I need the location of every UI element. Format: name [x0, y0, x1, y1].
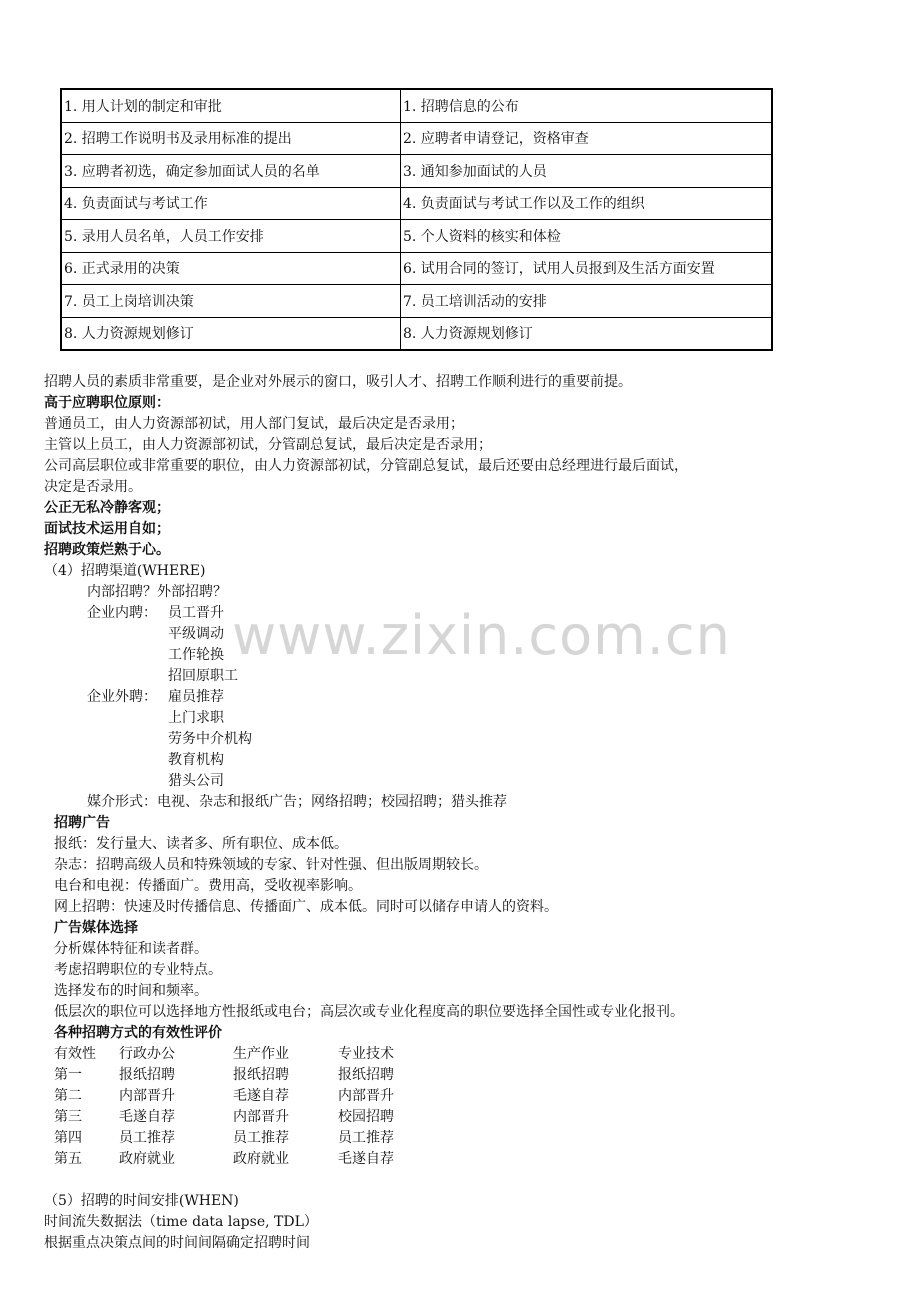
effectiveness-cell: 政府就业 [119, 1151, 175, 1167]
ad-line: 报纸：发行量大、读者多、所有职位、成本低。 [54, 836, 348, 852]
media-forms: 媒介形式：电视、杂志和报纸广告；网络招聘；校园招聘；猎头推荐 [87, 794, 507, 810]
internal-channel-item: 工作轮换 [168, 647, 224, 663]
implementation-cell: 1. 招聘信息的公布 [401, 89, 773, 122]
ad-line: 电台和电视：传播面广。费用高，受收视率影响。 [54, 878, 362, 894]
implementation-cell: 6. 试用合同的签订，试用人员报到及生活方面安置 [401, 252, 773, 285]
effectiveness-header: 专业技术 [338, 1046, 394, 1062]
planning-cell: 8. 人力资源规划修订 [61, 317, 401, 350]
section-4-title: （4）招聘渠道(WHERE) [44, 563, 206, 579]
internal-label: 企业内聘： [87, 605, 157, 621]
planning-cell: 6. 正式录用的决策 [61, 252, 401, 285]
effectiveness-cell: 毛遂自荐 [119, 1109, 175, 1125]
implementation-cell: 7. 员工培训活动的安排 [401, 285, 773, 318]
watermark: www.zixin.com.cn [232, 604, 731, 667]
planning-cell: 3. 应聘者初选，确定参加面试人员的名单 [61, 155, 401, 188]
heading-effectiveness: 各种招聘方式的有效性评价 [54, 1025, 222, 1041]
recruitment-duties-table [60, 88, 773, 351]
effectiveness-header: 生产作业 [233, 1046, 289, 1062]
effectiveness-cell: 内部晋升 [233, 1109, 289, 1125]
table-row [61, 122, 772, 155]
effectiveness-cell: 校园招聘 [338, 1109, 394, 1125]
effectiveness-cell: 毛遂自荐 [338, 1151, 394, 1167]
table-row [61, 187, 772, 220]
effectiveness-cell: 报纸招聘 [338, 1067, 394, 1083]
implementation-cell: 8. 人力资源规划修订 [401, 317, 773, 350]
paragraph-senior-2: 决定是否录用。 [44, 479, 142, 495]
effectiveness-header: 行政办公 [119, 1046, 175, 1062]
heading-recruitment-ad: 招聘广告 [54, 815, 110, 831]
planning-cell: 7. 员工上岗培训决策 [61, 285, 401, 318]
paragraph-supervisor: 主管以上员工，由人力资源部初试，分管副总复试，最后决定是否录用； [44, 437, 492, 453]
table-row [61, 285, 772, 318]
heading-principle: 高于应聘职位原则： [44, 395, 170, 411]
external-channel-item: 上门求职 [168, 710, 224, 726]
effectiveness-cell: 第一 [54, 1067, 82, 1083]
internal-channel-item: 平级调动 [168, 626, 224, 642]
effectiveness-cell: 内部晋升 [119, 1088, 175, 1104]
effectiveness-cell: 第四 [54, 1130, 82, 1146]
media-selection-line: 分析媒体特征和读者群。 [54, 941, 208, 957]
effectiveness-cell: 员工推荐 [233, 1130, 289, 1146]
paragraph-normal-staff: 普通员工，由人力资源部初试，用人部门复试，最后决定是否录用； [44, 416, 464, 432]
internal-channel-item: 招回原职工 [168, 668, 238, 684]
table-row [61, 89, 772, 122]
media-selection-line: 低层次的职位可以选择地方性报纸或电台；高层次或专业化程度高的职位要选择全国性或专业化报刊。 [54, 1004, 684, 1020]
effectiveness-cell: 毛遂自荐 [233, 1088, 289, 1104]
media-selection-line: 考虑招聘职位的专业特点。 [54, 962, 222, 978]
internal-external-question: 内部招聘？外部招聘？ [87, 584, 227, 600]
internal-channel-item: 员工晋升 [168, 605, 224, 621]
heading-media-selection: 广告媒体选择 [54, 920, 138, 936]
table-row [61, 252, 772, 285]
effectiveness-cell: 员工推荐 [119, 1130, 175, 1146]
effectiveness-header: 有效性 [54, 1046, 96, 1062]
table-row [61, 155, 772, 188]
planning-cell: 2. 招聘工作说明书及录用标准的提出 [61, 122, 401, 155]
heading-skill: 面试技术运用自如； [44, 521, 170, 537]
implementation-cell: 3. 通知参加面试的人员 [401, 155, 773, 188]
table-row [61, 220, 772, 253]
section-5-title: （5）招聘的时间安排(WHEN) [44, 1193, 239, 1209]
external-channel-item: 教育机构 [168, 752, 224, 768]
planning-cell: 1. 用人计划的制定和审批 [61, 89, 401, 122]
tdl-description: 根据重点决策点间的时间间隔确定招聘时间 [44, 1235, 310, 1251]
implementation-cell: 4. 负责面试与考试工作以及工作的组织 [401, 187, 773, 220]
effectiveness-cell: 第三 [54, 1109, 82, 1125]
heading-policy: 招聘政策烂熟于心。 [44, 542, 170, 558]
paragraph-recruiter-quality: 招聘人员的素质非常重要，是企业对外展示的窗口，吸引人才、招聘工作顺利进行的重要前提。 [44, 374, 632, 390]
ad-line: 网上招聘：快速及时传播信息、传播面广、成本低。同时可以储存申请人的资料。 [54, 899, 558, 915]
external-channel-item: 猎头公司 [168, 773, 224, 789]
planning-cell: 4. 负责面试与考试工作 [61, 187, 401, 220]
effectiveness-cell: 政府就业 [233, 1151, 289, 1167]
effectiveness-cell: 报纸招聘 [233, 1067, 289, 1083]
implementation-cell: 5. 个人资料的核实和体检 [401, 220, 773, 253]
implementation-cell: 2. 应聘者申请登记，资格审查 [401, 122, 773, 155]
external-label: 企业外聘： [87, 689, 157, 705]
ad-line: 杂志：招聘高级人员和特殊领域的专家、针对性强、但出版周期较长。 [54, 857, 488, 873]
planning-cell: 5. 录用人员名单，人员工作安排 [61, 220, 401, 253]
table-row [61, 317, 772, 350]
external-channel-item: 雇员推荐 [168, 689, 224, 705]
paragraph-senior-1: 公司高层职位或非常重要的职位，由人力资源部初试，分管副总复试，最后还要由总经理进行最后面试， [44, 458, 688, 474]
effectiveness-cell: 内部晋升 [338, 1088, 394, 1104]
tdl-method: 时间流失数据法（time data lapse, TDL） [44, 1214, 318, 1230]
effectiveness-cell: 报纸招聘 [119, 1067, 175, 1083]
external-channel-item: 劳务中介机构 [168, 731, 252, 747]
effectiveness-cell: 员工推荐 [338, 1130, 394, 1146]
media-selection-line: 选择发布的时间和频率。 [54, 983, 208, 999]
effectiveness-cell: 第五 [54, 1151, 82, 1167]
effectiveness-cell: 第二 [54, 1088, 82, 1104]
heading-fair: 公正无私冷静客观； [44, 500, 170, 516]
